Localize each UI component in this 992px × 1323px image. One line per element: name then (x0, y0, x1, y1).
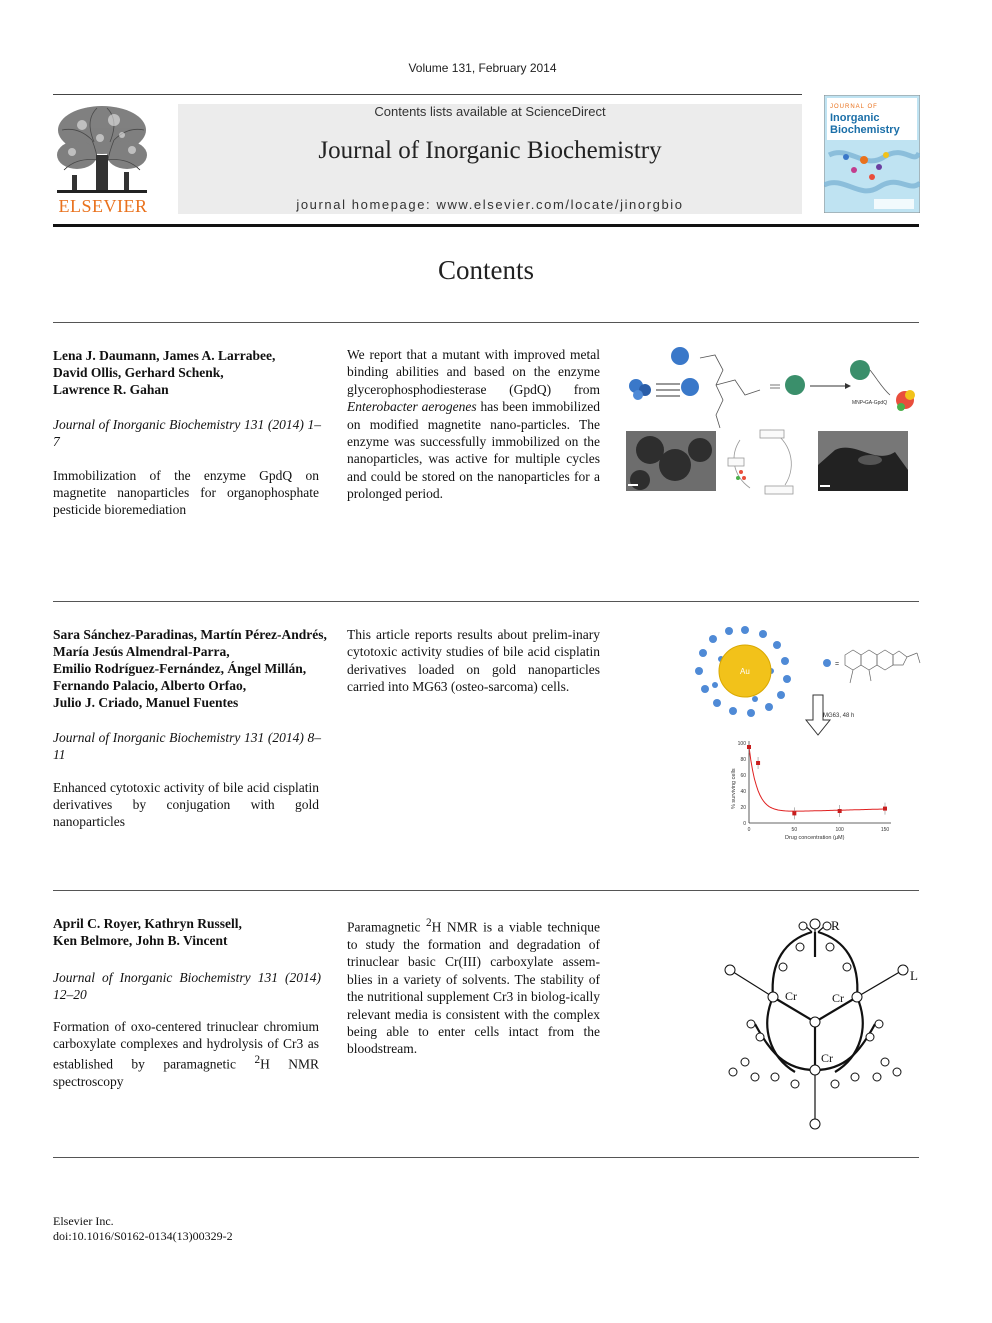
cover-text-1: JOURNAL OF (830, 104, 878, 110)
author-line: Emilio Rodríguez-Fernández, Ángel Millán, (53, 661, 307, 676)
header-thick-rule (53, 224, 919, 227)
cover-text-3: Biochemistry (830, 124, 900, 136)
superscript: 2 (254, 1054, 261, 1066)
title-text: Formation of oxo-centered trinuclear chromium carboxylate complexes and hydrolysis of Cr3 as established by paramagnetic (53, 1019, 319, 1072)
article-1-citation[interactable]: Journal of Inorganic Biochemistry 131 (2014) 1–7 (53, 417, 321, 449)
l-label: L (910, 968, 918, 983)
x-tick-label: 0 (747, 827, 751, 833)
data-point (747, 745, 751, 749)
data-point (792, 811, 796, 815)
r-label: R (831, 918, 840, 933)
magnetite-nanoparticle-icon (629, 379, 651, 400)
gold-nanoparticle-graphic (695, 626, 791, 717)
chart-x-ticks (748, 827, 890, 833)
superscript: 2 (425, 917, 432, 929)
article-2-authors[interactable] (53, 626, 343, 711)
article-1-authors[interactable] (53, 347, 333, 398)
abstract-text: H NMR is a viable technique to study the formation and degradation of trinuclear basic Cr(III) carboxylate assem-blies in a variety of solvents. The stability of the nutritional supplement Cr3 in biolog-ically relevant media is consistent with the complex being able to enter cells intact from the bloodstream. (347, 919, 601, 1057)
page-heading: Contents (437, 255, 534, 285)
author-line: María Jesús Almendral-Parra, (53, 644, 230, 659)
x-tick-label: 150 (880, 827, 890, 833)
abstract-text: Paramagnetic (347, 919, 426, 935)
y-tick-label: 0 (743, 821, 746, 827)
chart-points (747, 741, 887, 819)
y-tick-label: 100 (737, 741, 746, 747)
cover-text-2: Inorganic (830, 112, 880, 124)
article-2-citation[interactable]: Journal of Inorganic Biochemistry 131 (2014) 8–11 (53, 730, 321, 762)
cr-label-1: Cr (785, 989, 797, 1003)
data-point (883, 807, 887, 811)
divider-rule (53, 1157, 919, 1158)
author-line: Julio J. Criado, Manuel Fuentes (53, 695, 239, 710)
divider-rule (53, 601, 919, 602)
chart-y-label: % surviving cells (731, 768, 737, 809)
data-point (756, 761, 760, 765)
journal-title: Journal of Inorganic Biochemistry (318, 137, 662, 164)
gpdq-label: MNP•GA-GpdQ (852, 400, 888, 406)
cell-line-label: MG63, 48 h (823, 713, 855, 719)
author-line: Lena J. Daumann, James A. Larrabee, (53, 348, 276, 363)
cr-label-3: Cr (821, 1051, 833, 1065)
footer-doi[interactable]: doi:10.1016/S0162-0134(13)00329-2 (53, 1229, 233, 1243)
journal-cover-thumbnail (824, 95, 920, 213)
bile-acid-structure (845, 650, 920, 683)
abstract-text: We report that a mutant with improved metal binding abilities and based on the enzyme glycerophosphodiesterase (GpdQ) from (347, 347, 600, 397)
y-tick-label: 40 (740, 789, 746, 795)
author-line: Lawrence R. Gahan (53, 382, 169, 397)
author-line: April C. Royer, Kathryn Russell, (53, 916, 242, 931)
header-top-rule (53, 94, 802, 95)
divider-rule (53, 322, 919, 323)
article-2-abstract: This article reports results about prelim-inary cytotoxic activity studies of bile acid cisplatin derivatives loaded on gold nanoparticles carried into MG63 (osteo-sarcoma) cells. (347, 627, 600, 695)
article-1-title[interactable]: Immobilization of the enzyme GpdQ on magnetite nanoparticles for organophosphate pesticide bioremediation (53, 468, 319, 517)
y-tick-label: 80 (740, 757, 746, 763)
footer-publisher: Elsevier Inc. (53, 1214, 114, 1228)
divider-rule (53, 890, 919, 891)
article-1-graphical-abstract (620, 340, 920, 500)
author-line: David Ollis, Gerhard Schenk, (53, 365, 224, 380)
author-line: Ken Belmore, John B. Vincent (53, 933, 228, 948)
atom-circles (725, 919, 908, 1129)
x-tick-label: 100 (835, 827, 844, 833)
footer (53, 1214, 233, 1244)
survival-chart (731, 741, 891, 841)
article-3-authors[interactable] (53, 915, 333, 949)
article-3-title[interactable] (53, 1018, 319, 1090)
gold-label: Au (740, 667, 750, 676)
contents-available-line: Contents lists available at ScienceDirect (374, 104, 606, 119)
y-tick-label: 60 (740, 773, 746, 779)
author-line: Fernando Palacio, Alberto Orfao, (53, 678, 247, 693)
chart-x-label: Drug concentration (µM) (785, 835, 845, 841)
abstract-italic: Enterobacter aerogenes (347, 399, 477, 415)
volume-line: Volume 131, February 2014 (408, 61, 557, 75)
article-3-graphical-abstract (715, 912, 925, 1134)
data-point (838, 809, 842, 813)
cr-label-2: Cr (832, 991, 844, 1005)
article-3-abstract (347, 915, 600, 1058)
article-1-abstract (347, 346, 600, 503)
abstract-text: has been immobilized on modified magnetite nano-particles. The enzyme was successfully immobilized on the nanoparticles, was active for multiple cycles and could be stored on the nanoparticles for a prolonged period. (347, 399, 600, 502)
chart-fit-line (749, 747, 885, 811)
elsevier-wordmark: ELSEVIER (58, 196, 148, 216)
svg-text:=: = (835, 661, 840, 668)
title-text: H NMR spectroscopy (53, 1056, 319, 1089)
article-3-citation[interactable]: Journal of Inorganic Biochemistry 131 (2014) 12–20 (53, 970, 321, 1002)
author-line: Sara Sánchez-Paradinas, Martín Pérez-Andrés, (53, 627, 327, 642)
journal-homepage[interactable]: journal homepage: www.elsevier.com/locate/jinorgbio (296, 197, 684, 212)
y-tick-label: 20 (740, 805, 746, 811)
article-2-title[interactable]: Enhanced cytotoxic activity of bile acid cisplatin derivatives by conjugation with gold nanoparticles (53, 780, 319, 829)
article-2-graphical-abstract (685, 625, 925, 845)
x-tick-label: 50 (791, 827, 798, 833)
chart-y-ticks (738, 741, 747, 827)
